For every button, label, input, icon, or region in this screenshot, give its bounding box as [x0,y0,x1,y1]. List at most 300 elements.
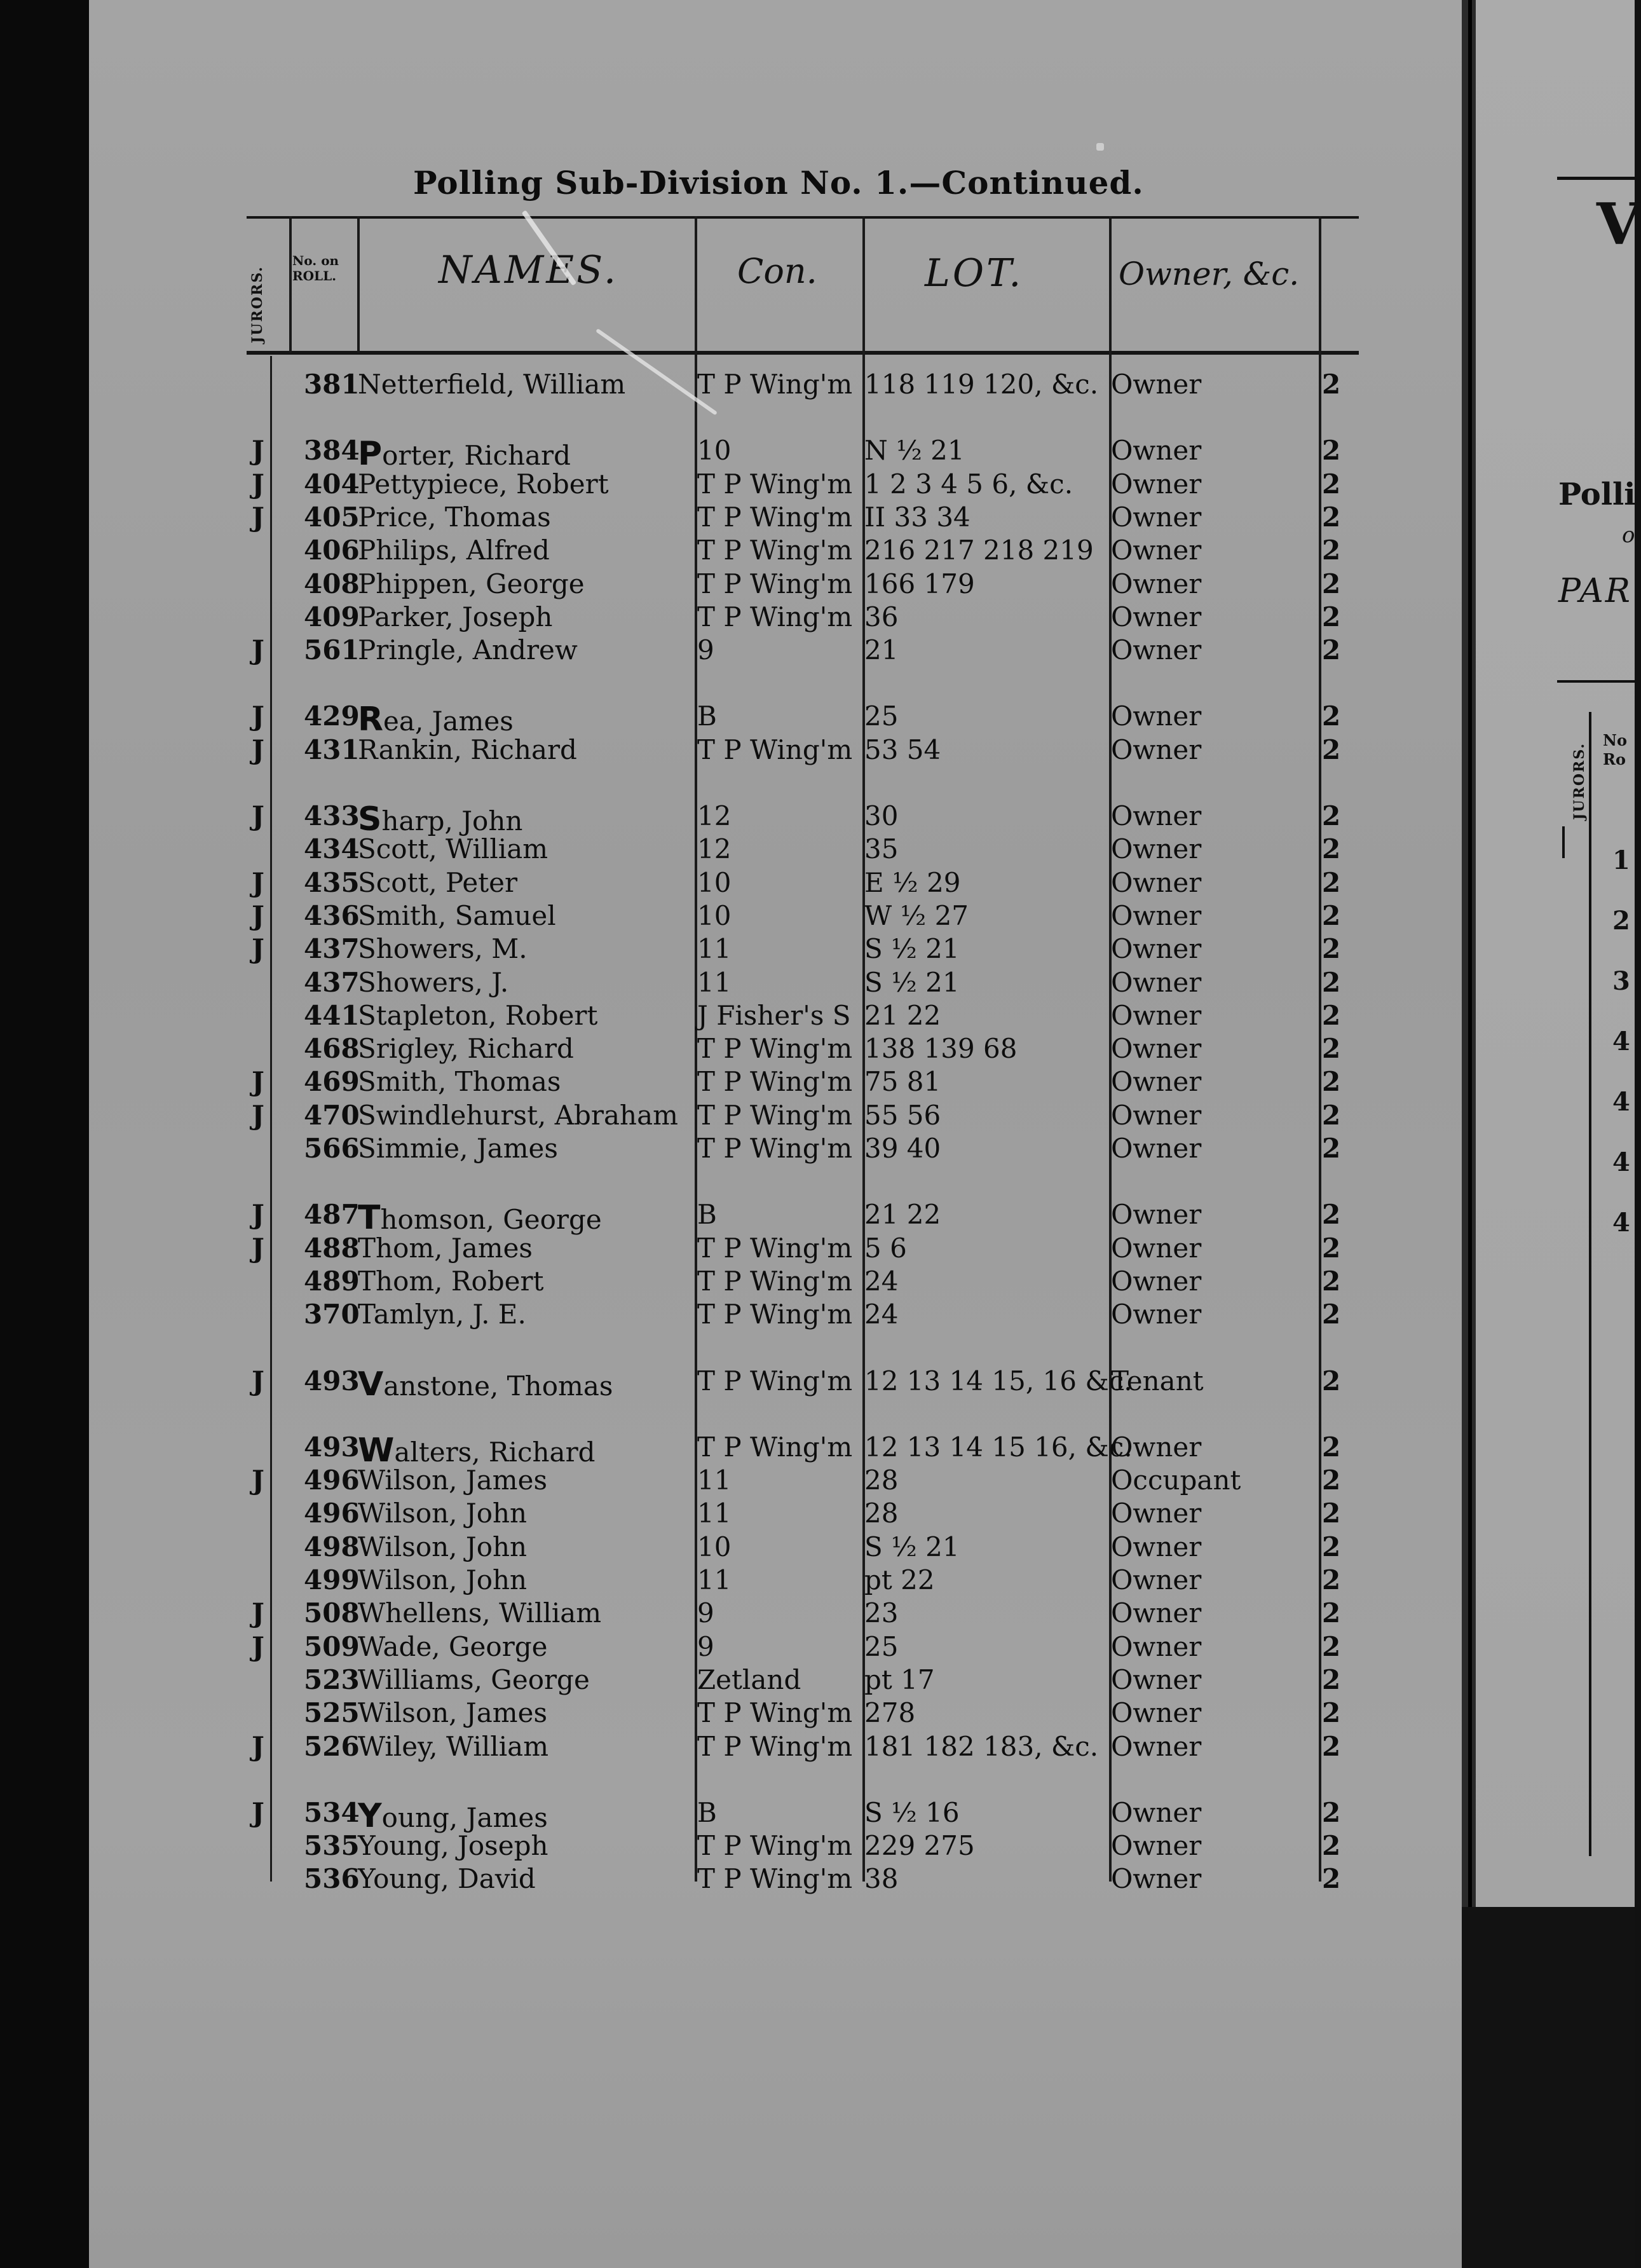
juror-mark: J [252,1796,264,1828]
vote-count: 2 [1322,1663,1341,1695]
voter-name: Price, Thomas [358,501,551,533]
lot-number: 38 [864,1863,899,1895]
ownership-status: Owner [1111,1265,1202,1297]
table-row [0,535,1462,568]
voter-name: Swindlehurst, Abraham [358,1099,678,1131]
voter-name: Whellens, William [358,1597,602,1629]
concession: T P Wing'm [697,1265,853,1297]
table-row [0,1365,1462,1404]
concession: 10 [697,1531,732,1562]
facing-page-rule-mid [1557,680,1635,683]
lot-number: II 33 34 [864,501,970,533]
roll-number: 437 [304,933,360,965]
lot-number: 1 2 3 4 5 6, &c. [864,468,1073,500]
section-initial-letter: Y [358,1796,382,1835]
voter-name: Rea, James [358,700,514,739]
roll-header-line1: No. on [292,253,339,268]
facing-page-roll-digit: 4 [1612,1147,1630,1177]
ownership-status: Owner [1111,435,1202,467]
ownership-status: Owner [1111,1830,1202,1862]
voter-name: Scott, Peter [358,866,518,898]
facing-page-rule-col [1589,712,1591,1856]
ownership-status: Owner [1111,1597,1202,1629]
lot-number: 75 81 [864,1066,941,1098]
lot-number: 30 [864,800,899,831]
ownership-status: Owner [1111,700,1202,732]
lot-number: S ½ 16 [864,1796,960,1828]
voter-name: Wilson, James [358,1465,547,1496]
names-header: NAMES. [439,248,619,292]
juror-mark: J [252,634,264,666]
lot-number: 24 [864,1265,899,1297]
roll-number: 435 [304,866,360,898]
table-row [0,1133,1462,1166]
vote-count: 2 [1322,634,1341,666]
ownership-status: Owner [1111,966,1202,998]
lot-number: 216 217 218 219 [864,535,1094,566]
juror-mark: J [252,700,264,732]
vote-count: 2 [1322,1133,1341,1164]
table-row [0,1697,1462,1730]
roll-number: 498 [304,1531,360,1562]
voter-name: Phippen, George [358,568,585,599]
concession: T P Wing'm [697,1232,853,1264]
vote-count: 2 [1322,1531,1341,1562]
lot-number: S ½ 21 [864,933,960,965]
vote-count: 2 [1322,435,1341,467]
voter-name: Philips, Alfred [358,535,550,566]
lot-header: LOT. [925,251,1024,296]
vote-count: 2 [1322,1265,1341,1297]
facing-page-roll-digit: 1 [1612,845,1630,875]
lot-number: 35 [864,833,899,865]
lot-number: N ½ 21 [864,435,965,467]
roll-number: 381 [304,369,360,400]
concession: 11 [697,1465,732,1496]
lot-number: 118 119 120, &c. [864,369,1099,400]
ownership-status: Owner [1111,1498,1202,1529]
concession: T P Wing'm [697,1697,853,1729]
facing-page-roll-digit: 4 [1612,1027,1630,1056]
facing-page-roll-header-1: No [1603,731,1627,749]
vote-count: 2 [1322,1232,1341,1264]
roll-number: 441 [304,999,360,1031]
concession: 12 [697,833,732,865]
concession: 10 [697,899,732,931]
lot-number: W ½ 27 [864,899,969,931]
juror-mark: J [252,1630,264,1662]
concession: T P Wing'm [697,734,853,765]
vote-count: 2 [1322,866,1341,898]
vote-count: 2 [1322,501,1341,533]
vote-count: 2 [1322,1365,1341,1397]
ownership-status: Owner [1111,535,1202,566]
vote-count: 2 [1322,966,1341,998]
vote-count: 2 [1322,899,1341,931]
roll-number: 384 [304,435,360,467]
voter-name: Thomson, George [358,1199,602,1238]
facing-page-roll-digit: 3 [1612,966,1630,996]
con-header: Con. [737,251,817,291]
lot-number: 24 [864,1299,899,1330]
lot-number: 39 40 [864,1133,941,1164]
vote-count: 2 [1322,1099,1341,1131]
column-divider-jurors [289,216,292,353]
column-divider-roll [357,216,360,353]
ownership-status: Owner [1111,1863,1202,1895]
voter-name: Pettypiece, Robert [358,468,609,500]
lot-number: 12 13 14 15, 16 &c. [864,1365,1133,1397]
page-title: Polling Sub-Division No. 1.—Continued. [413,164,1144,202]
table-row [0,1000,1462,1033]
facing-page-jurors-header: JURORS. [1571,742,1588,820]
lot-number: E ½ 29 [864,866,961,898]
roll-number: 470 [304,1099,360,1131]
ownership-status: Owner [1111,800,1202,831]
voter-name: Netterfield, William [358,369,626,400]
roll-number: 370 [304,1299,360,1330]
table-row [0,1830,1462,1863]
ownership-status: Owner [1111,866,1202,898]
roll-number: 468 [304,1033,360,1065]
concession: 9 [697,634,714,666]
table-row [0,1564,1462,1597]
vote-count: 2 [1322,601,1341,632]
juror-mark: J [252,501,264,533]
table-row [0,1100,1462,1133]
roll-number: 508 [304,1597,360,1629]
juror-mark: J [252,734,264,765]
ownership-status: Owner [1111,1796,1202,1828]
roll-number: 434 [304,833,360,865]
lot-number: 278 [864,1697,916,1729]
table-row [0,1465,1462,1498]
vote-count: 2 [1322,1498,1341,1529]
vote-count: 2 [1322,1299,1341,1330]
roll-number: 489 [304,1265,360,1297]
roll-number: 493 [304,1431,360,1463]
concession: 10 [697,435,732,467]
roll-number: 405 [304,501,360,533]
roll-number: 535 [304,1830,360,1862]
voter-name: Rankin, Richard [358,734,577,765]
table-row [0,933,1462,966]
vote-count: 2 [1322,1830,1341,1862]
ownership-status: Owner [1111,734,1202,765]
voter-name: Simmie, James [358,1133,558,1164]
juror-mark: J [252,1232,264,1264]
facing-page-roll-digit: 2 [1612,906,1630,936]
vote-count: 2 [1322,568,1341,599]
voter-name: Stapleton, Robert [358,999,598,1031]
facing-page-subtitle-fragment: o [1622,523,1635,548]
lot-number: 28 [864,1498,899,1529]
voter-name: Thom, James [358,1232,533,1264]
juror-mark: J [252,866,264,898]
juror-mark: J [252,1730,264,1762]
lot-number: 138 139 68 [864,1033,1018,1065]
voter-name: Wilson, John [358,1498,528,1529]
lot-number: S ½ 21 [864,966,960,998]
facing-page-heading-fragment: PAR [1558,572,1632,610]
ownership-status: Owner [1111,1066,1202,1098]
table-row [0,1199,1462,1238]
ownership-status: Tenant [1111,1365,1204,1397]
concession: J Fisher's S [697,999,851,1031]
table-row [0,734,1462,767]
facing-page-roll-digit: 4 [1612,1208,1630,1238]
vote-count: 2 [1322,1863,1341,1895]
ownership-status: Owner [1111,1663,1202,1695]
voter-name: Thom, Robert [358,1265,544,1297]
ownership-status: Owner [1111,1564,1202,1595]
table-row [0,1863,1462,1896]
lot-number: 25 [864,700,899,732]
roll-number: 536 [304,1863,360,1895]
voter-name: Porter, Richard [358,435,571,474]
jurors-header: JURORS. [249,265,266,343]
juror-mark: J [252,1066,264,1098]
vote-count: 2 [1322,1066,1341,1098]
voter-name: Showers, J. [358,966,509,998]
roll-number: 431 [304,734,360,765]
table-row [0,900,1462,933]
table-row [0,1498,1462,1531]
vote-count: 2 [1322,369,1341,400]
roll-number: 496 [304,1498,360,1529]
roll-header [292,253,362,284]
vote-count: 2 [1322,1199,1341,1231]
ownership-status: Owner [1111,1531,1202,1562]
concession: T P Wing'm [697,1730,853,1762]
ownership-status: Owner [1111,568,1202,599]
roll-number: 436 [304,899,360,931]
concession: T P Wing'm [697,1863,853,1895]
lot-number: 53 54 [864,734,941,765]
lot-number: S ½ 21 [864,1531,960,1562]
juror-mark: J [252,468,264,500]
concession: B [697,1199,717,1231]
concession: 11 [697,966,732,998]
ownership-status: Owner [1111,1630,1202,1662]
voter-name: Young, Joseph [358,1830,548,1862]
concession: T P Wing'm [697,601,853,632]
voter-name: Pringle, Andrew [358,634,578,666]
ownership-status: Owner [1111,999,1202,1031]
section-initial-letter: T [358,1199,381,1238]
lot-number: 181 182 183, &c. [864,1730,1099,1762]
voter-name: Young, James [358,1796,548,1835]
juror-mark: J [252,435,264,467]
lot-number: 25 [864,1630,899,1662]
voter-name: Wilson, James [358,1697,547,1729]
ownership-status: Owner [1111,1299,1202,1330]
ownership-status: Owner [1111,933,1202,965]
ownership-status: Owner [1111,601,1202,632]
juror-mark: J [252,1199,264,1231]
table-row [0,568,1462,601]
table-row [0,1033,1462,1066]
vote-count: 2 [1322,999,1341,1031]
vote-count: 2 [1322,1796,1341,1828]
facing-page-roll-digit: 4 [1612,1087,1630,1117]
roll-number: 561 [304,634,360,666]
vote-count: 2 [1322,800,1341,831]
table-row [0,1531,1462,1564]
voter-name: Srigley, Richard [358,1033,574,1065]
ownership-status: Owner [1111,501,1202,533]
vote-count: 2 [1322,933,1341,965]
roll-number: 433 [304,800,360,831]
concession: 11 [697,933,732,965]
voter-name: Scott, William [358,833,548,865]
concession: T P Wing'm [697,369,853,400]
lot-number: 166 179 [864,568,975,599]
roll-number: 534 [304,1796,360,1828]
ownership-status: Owner [1111,1033,1202,1065]
vote-count: 2 [1322,833,1341,865]
vote-count: 2 [1322,700,1341,732]
vote-count: 2 [1322,1431,1341,1463]
lot-number: 21 [864,634,899,666]
ownership-status: Owner [1111,634,1202,666]
concession: T P Wing'm [697,1365,853,1397]
juror-mark: J [252,1099,264,1131]
table-row [0,833,1462,866]
concession: 11 [697,1498,732,1529]
concession: T P Wing'm [697,1099,853,1131]
facing-page-rule-top [1557,177,1635,180]
voter-name: Williams, George [358,1663,590,1695]
roll-number: 493 [304,1365,360,1397]
roll-number: 566 [304,1133,360,1164]
roll-number: 525 [304,1697,360,1729]
voter-name: Wiley, William [358,1730,549,1762]
concession: T P Wing'm [697,1133,853,1164]
header-bottom-rule [247,351,1359,355]
voter-name: Wilson, John [358,1531,528,1562]
roll-number: 469 [304,1066,360,1098]
juror-mark: J [252,800,264,831]
lot-number: 12 13 14 15 16, &c. [864,1431,1133,1463]
roll-number: 429 [304,700,360,732]
table-row [0,800,1462,838]
table-row [0,634,1462,667]
concession: T P Wing'm [697,1066,853,1098]
concession: T P Wing'm [697,535,853,566]
juror-mark: J [252,1465,264,1496]
voter-name: Parker, Joseph [358,601,553,632]
ownership-status: Owner [1111,1199,1202,1231]
section-initial-letter: W [358,1431,395,1470]
roll-number: 488 [304,1232,360,1264]
roll-header-line2: ROLL. [292,268,337,284]
ownership-status: Owner [1111,1697,1202,1729]
concession: B [697,1796,717,1828]
roll-number: 496 [304,1465,360,1496]
voter-name: Walters, Richard [358,1431,596,1470]
roll-number: 437 [304,966,360,998]
ownership-status: Owner [1111,1099,1202,1131]
ownership-status: Owner [1111,1431,1202,1463]
voter-name: Wilson, John [358,1564,528,1595]
lot-number: 23 [864,1597,899,1629]
table-row [0,1299,1462,1332]
facing-page-title-fragment: Polli [1558,477,1636,512]
header-top-rule [247,216,1359,219]
table-row [0,1066,1462,1099]
concession: 11 [697,1564,732,1595]
lot-number: 5 6 [864,1232,907,1264]
voter-name: Sharp, John [358,800,523,838]
section-initial-letter: V [358,1365,384,1404]
roll-number: 487 [304,1199,360,1231]
voter-name: Tamlyn, J. E. [358,1299,526,1330]
roll-number: 499 [304,1564,360,1595]
juror-mark: J [252,1365,264,1397]
facing-page-roll-header-2: Ro [1603,750,1626,769]
lot-number: 229 275 [864,1830,975,1862]
table-row [0,1266,1462,1299]
concession: Zetland [697,1663,801,1695]
concession: 10 [697,866,732,898]
lot-number: 55 56 [864,1099,941,1131]
vote-count: 2 [1322,734,1341,765]
voter-name: Smith, Thomas [358,1066,561,1098]
ownership-status: Occupant [1111,1465,1241,1496]
paper-speck [1096,143,1104,151]
facing-page-rule-left [1562,826,1565,858]
table-row [0,1731,1462,1764]
voter-name: Showers, M. [358,933,528,965]
concession: T P Wing'm [697,1830,853,1862]
lot-number: 36 [864,601,899,632]
vote-count: 2 [1322,1730,1341,1762]
lot-number: pt 22 [864,1564,935,1595]
juror-mark: J [252,1597,264,1629]
table-row [0,369,1462,402]
vote-count: 2 [1322,468,1341,500]
voter-name: Wade, George [358,1630,548,1662]
ownership-status: Owner [1111,833,1202,865]
concession: 12 [697,800,732,831]
roll-number: 406 [304,535,360,566]
ownership-status: Owner [1111,468,1202,500]
ownership-status: Owner [1111,1730,1202,1762]
roll-number: 509 [304,1630,360,1662]
voter-name: Smith, Samuel [358,899,556,931]
ownership-status: Owner [1111,1232,1202,1264]
roll-number: 408 [304,568,360,599]
concession: B [697,700,717,732]
table-row [0,967,1462,1000]
vote-count: 2 [1322,535,1341,566]
juror-mark: J [252,933,264,965]
section-initial-letter: S [358,800,382,838]
lot-number: pt 17 [864,1663,935,1695]
concession: 9 [697,1630,714,1662]
facing-page-big-letter: V [1597,191,1641,258]
vote-count: 2 [1322,1465,1341,1496]
roll-number: 526 [304,1730,360,1762]
table-row [0,700,1462,739]
roll-number: 409 [304,601,360,632]
lot-number: 21 22 [864,999,941,1031]
voter-name: Young, David [358,1863,536,1895]
concession: T P Wing'm [697,1033,853,1065]
concession: T P Wing'm [697,1299,853,1330]
table-row [0,468,1462,502]
